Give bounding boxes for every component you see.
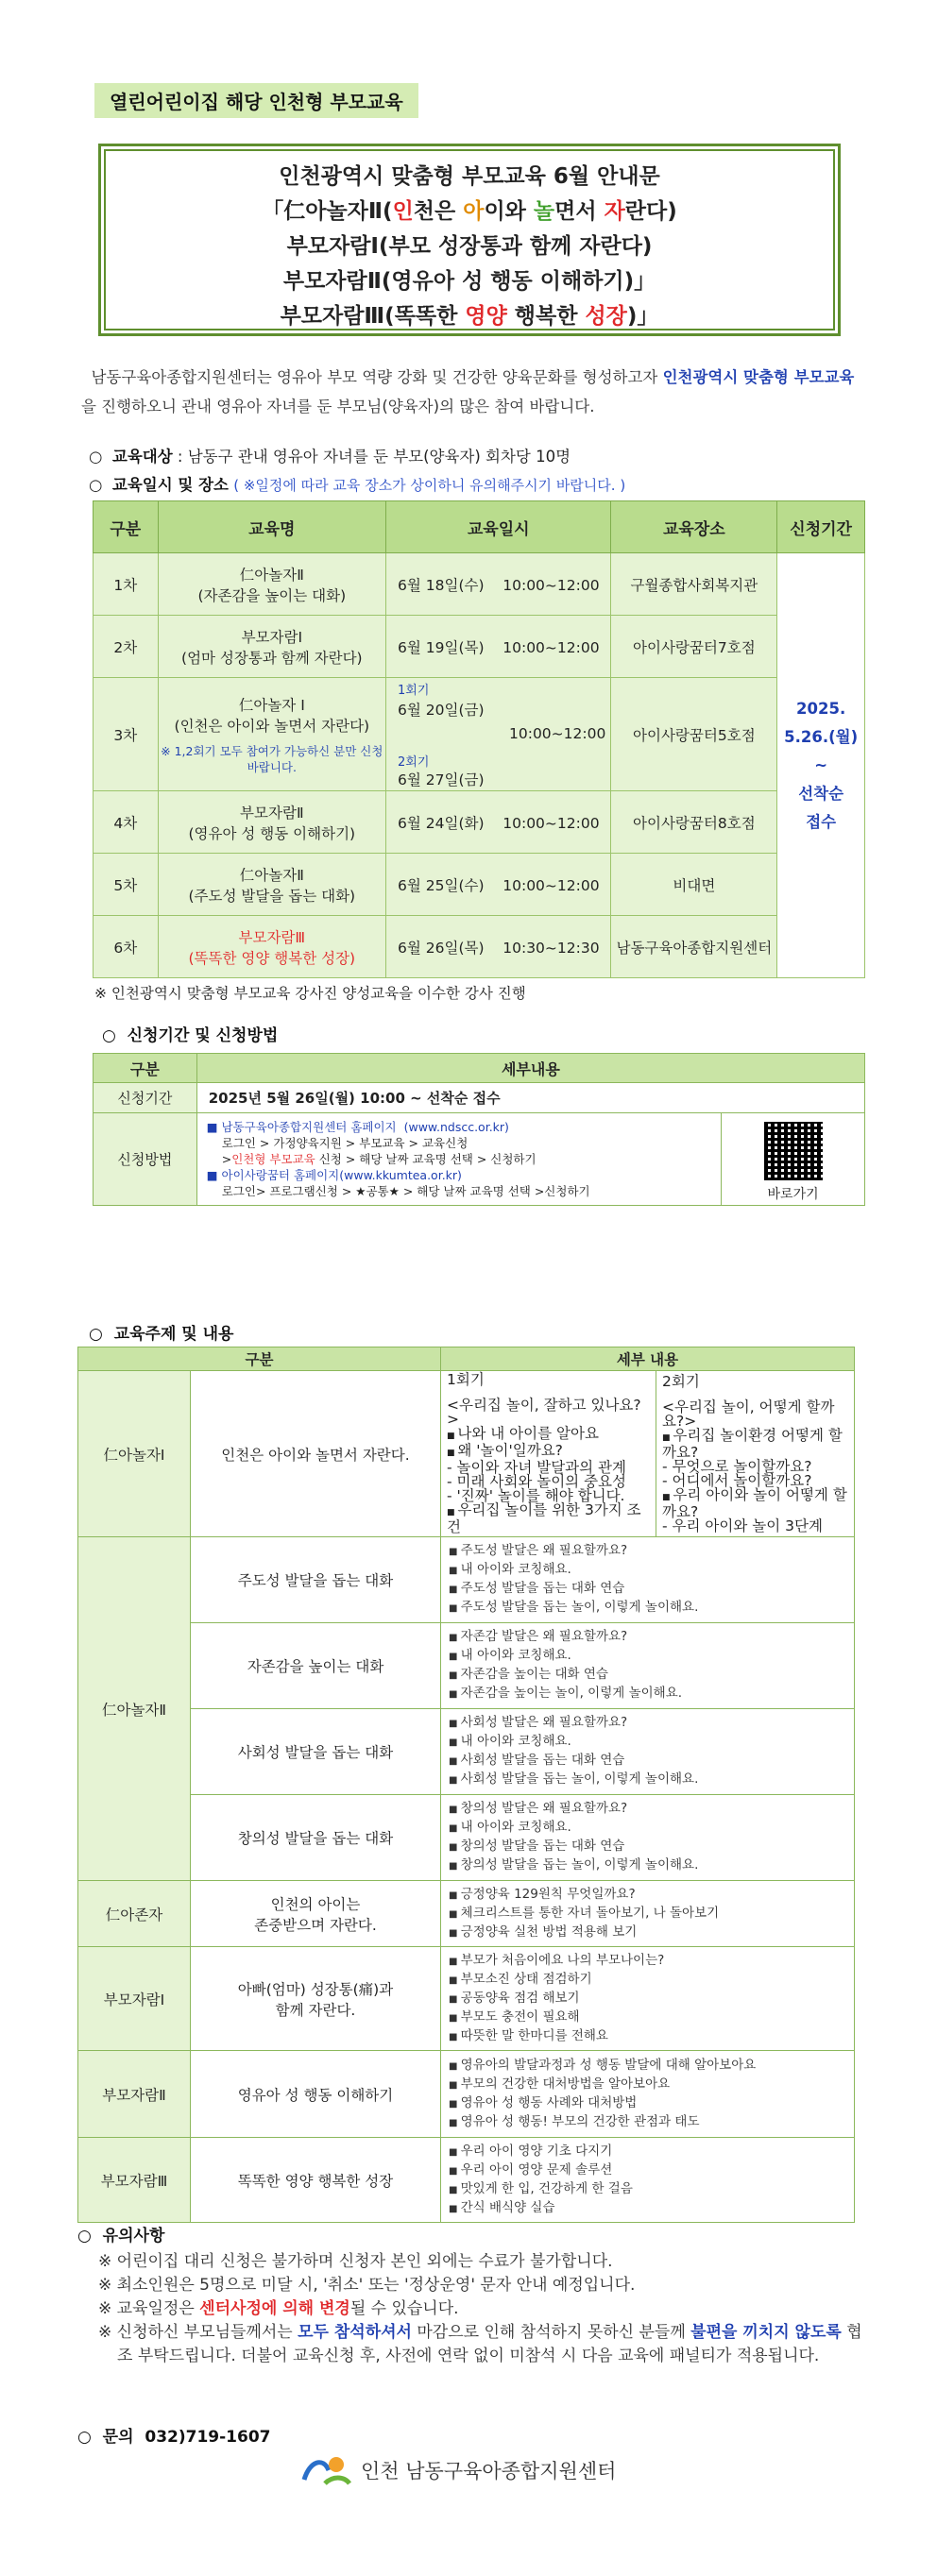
session-2: 2회기 <우리집 놀이, 어떻게 할까요?> ■ 우리집 놀이환경 어떻게 할까요? - 무엇으로 놀이할까요? - 어디에서 놀이할까요? ■ 우리 아이와 놀이 어떻게 할까요? - 우리 아이와 놀이 3단계: [656, 1371, 855, 1537]
th-no: 구분: [94, 501, 159, 553]
title-line-2: 「仁아놀자Ⅱ(인천은 아이와 놀면서 자란다): [262, 199, 677, 224]
contact: ○ 문의 032)719-1607: [77, 2428, 271, 2447]
title-line-4: 부모자람Ⅱ(영유아 성 행동 이해하기)」: [282, 269, 656, 294]
table-row: 1차 仁아놀자Ⅱ (자존감을 높이는 대화) 6월 18일(수) 10:00~12:00 구월종합사회복지관 2025. 5.26.(월) ~ 선착순 접수: [94, 553, 865, 616]
section-tag: 열린어린이집 해당 인천형 부모교육: [94, 83, 418, 118]
circle-bullet: ○: [89, 476, 103, 494]
th-place: 교육장소: [611, 501, 777, 553]
title-line-3: 부모자람Ⅰ(부모 성장통과 함께 자란다): [286, 234, 653, 259]
schedule-table: [93, 500, 865, 978]
schedule-footnote: ※ 인천광역시 맞춤형 부모교육 강사진 양성교육을 이수한 강사 진행: [94, 985, 526, 1002]
center-logo-icon: [300, 2451, 353, 2489]
apply-table: 구분 세부내용 신청기간 2025년 5월 26일(월) 10:00 ~ 선착순 접수 신청방법 ■ 남동구육아종합지원센터 홈페이지 (www.ndscc.or.kr) 로그인 > 가정양육지원 > 부모교육 > 교육신청 >인천형 부모교육 신청 > 해당 날짜 교육명 선택 > 신청하기 ■ 아이사랑꿈터 홈페이지(www.kkumtea.or.kr) 로그인> 프로그램신청 > ★공통★ > 해당 날짜 교육명 선택 >신청하기 바로가기: [93, 1053, 865, 1206]
notes-section: ○ 유의사항 ※ 어린이집 대리 신청은 불가하며 신청자 본인 외에는 수료가 불가합니다. ※ 최소인원은 5명으로 미달 시, '취소' 또는 '정상운영' 문자 안내 예정입니다. ※ 교육일정은 센터사정에 의해 변경될 수 있습니다. ※ 신청하신 부모님들께서는 모두 참석하셔서 마감으로 인해 참석하지 못하신 분들께 불편을 끼치지 않도록 협조 부탁드립니다. 더불어 교육신청 후, 사전에 연락 없이 미참석 시 다음 교육에 패널티가 적용됩니다.: [77, 2225, 871, 2368]
topics-table: 구분 세부 내용 仁아놀자Ⅰ 인천은 아이와 놀면서 자란다. 1회기 <우리집 놀이, 잘하고 있나요?> ■ 나와 내 아이를 알아요 ■ 왜 '놀이'일까요? - 놀이와 자녀 발달과의 관계 - 미래 사회와 놀이의 중요성 - '진짜' 놀이를 해야 합니다. ■ 우리집 놀이를 위한 3가지 조건 2회기 <우리집 놀이, 어떻게 할까요?> ■ 우리집 놀이환경 어떻게 할까요? - 무엇으로 놀이할까요? - 어디에서 놀이할까요? ■ 우리 아이와 놀이 어떻게 할까요? - 우리 아이와 놀이 3단계 仁아놀자Ⅱ 주도성 발달을 돕는 대화 ■ 주도성 발달은 왜 필요할까요? ■ 내 아이와 코칭해요. ■ 주도성 발달을 돕는 대화 연습 ■ 주도성 발달을 돕는 놀이, 이렇게 놀이해요. 자존감을 높이는 대화 ■ 자존감 발달은 왜 필요할까요? ■ 내 아이와 코칭해요. ■ 자존감을 높이는 대화 연습 ■ 자존감을 높이는 놀이, 이렇게 놀이해요. 사회성 발달을 돕는 대화 ■ 사회성 발달은 왜 필요할까요? ■ 내 아이와 코칭해요. ■ 사회성 발달을 돕는 대화 연습 ■ 사회성 발달을 돕는 놀이, 이렇게 놀이해요. 창의성 발달을 돕는 대화 ■ 창의성 발달은 왜 필요할까요? ■ 내 아이와 코칭해요. ■ 창의성 발달을 돕는 대화 연습 ■ 창의성 발달을 돕는 놀이, 이렇게 놀이해요. 仁아존자 인천의 아이는 존중받으며 자란다. ■ 긍정양육 129원칙 무엇일까요? ■ 체크리스트를 통한 자녀 돌아보기, 나 돌아보기 ■ 긍정양육 실천 방법 적용해 보기 부모자람Ⅰ 아빠(엄마) 성장통(痛)과 함께 자란다. ■ 부모가 처음이에요 나의 부모나이는? ■ 부모소진 상태 점검하기 ■ 공동양육 점검 해보기 ■ 부모도 충전이 필요해 ■ 따뜻한 말 한마디를 전해요 부모자람Ⅱ 영유아 성 행동 이해하기 ■ 영유아의 발달과정과 성 행동 발달에 대해 알아보아요 ■ 부모의 건강한 대처방법을 알아보아요 ■ 영유아 성 행동 사례와 대처방법 ■ 영유아 성 행동! 부모의 건강한 관점과 태도 부모자람Ⅲ 똑똑한 영양 행복한 성장 ■ 우리 아이 영양 기초 다지기 ■ 우리 아이 영양 문제 솔루션 ■ 맛있게 한 입, 건강하게 한 걸음 ■ 간식 배식양 실습: [77, 1347, 855, 2223]
table-row: 3차 仁아놀자 Ⅰ (인천은 아이와 놀면서 자란다) ※ 1,2회기 모두 참여가 가능하신 분만 신청 바랍니다. 1회기 6월 20일(금) 10:00~12:00 2회기 6월 27일(금) 아이사랑꿈터5호점: [94, 678, 865, 791]
apply-heading: ○ 신청기간 및 신청방법: [102, 1026, 279, 1045]
intro-paragraph: 남동구육아종합지원센터는 영유아 부모 역량 강화 및 건강한 양육문화를 형성하고자 인천광역시 맞춤형 부모교육을 진행하오니 관내 영유아 자녀를 둔 부모님(양육자)의 많은 참여 바랍니다.: [81, 368, 855, 415]
table-row: 6차 부모자람Ⅲ (똑똑한 영양 행복한 성장) 6월 26일(목) 10:30~12:30 남동구육아종합지원센터: [94, 916, 865, 978]
qr-code-icon[interactable]: [764, 1122, 823, 1180]
schedule-line: ○ 교육일시 및 장소 ( ※일정에 따라 교육 장소가 상이하니 유의해주시기 바랍니다. ): [89, 476, 626, 494]
table-row: 5차 仁아놀자Ⅱ (주도성 발달을 돕는 대화) 6월 25일(수) 10:00~12:00 비대면: [94, 854, 865, 916]
apply-period-cell: 2025. 5.26.(월) ~ 선착순 접수: [777, 553, 865, 978]
circle-bullet: ○: [89, 448, 103, 466]
qr-label[interactable]: 바로가기: [767, 1186, 819, 1202]
session-1: 1회기 <우리집 놀이, 잘하고 있나요?> ■ 나와 내 아이를 알아요 ■ 왜 '놀이'일까요? - 놀이와 자녀 발달과의 관계 - 미래 사회와 놀이의 중요성 - '진짜' 놀이를 해야 합니다. ■ 우리집 놀이를 위한 3가지 조건: [441, 1371, 656, 1537]
th-name: 교육명: [158, 501, 385, 553]
ndscc-link[interactable]: 남동구육아종합지원센터 홈페이지: [221, 1120, 397, 1134]
kkumtea-link[interactable]: 아이사랑꿈터 홈페이지: [221, 1168, 340, 1182]
th-datetime: 교육일시: [386, 501, 611, 553]
title-line-1: 인천광역시 맞춤형 부모교육 6월 안내문: [279, 164, 660, 189]
table-row: 2차 부모자람Ⅰ (엄마 성장통과 함께 자란다) 6월 19일(목) 10:00~12:00 아이사랑꿈터7호점: [94, 616, 865, 678]
th-period: 신청기간: [777, 501, 865, 553]
footer-logo: 인천 남동구육아종합지원센터: [300, 2451, 616, 2489]
table-row: 4차 부모자람Ⅱ (영유아 성 행동 이해하기) 6월 24일(화) 10:00~12:00 아이사랑꿈터8호점: [94, 791, 865, 854]
target-line: ○ 교육대상 : 남동구 관내 영유아 자녀를 둔 부모(양육자) 회차당 10명: [89, 448, 571, 466]
topics-heading: ○ 교육주제 및 내용: [89, 1325, 234, 1344]
title-box: [98, 144, 841, 336]
notes-heading: ○ 유의사항: [77, 2227, 165, 2246]
qr-cell[interactable]: [722, 1113, 865, 1206]
title-line-5: 부모자람Ⅲ(똑똑한 영양 행복한 성장)」: [280, 304, 659, 329]
